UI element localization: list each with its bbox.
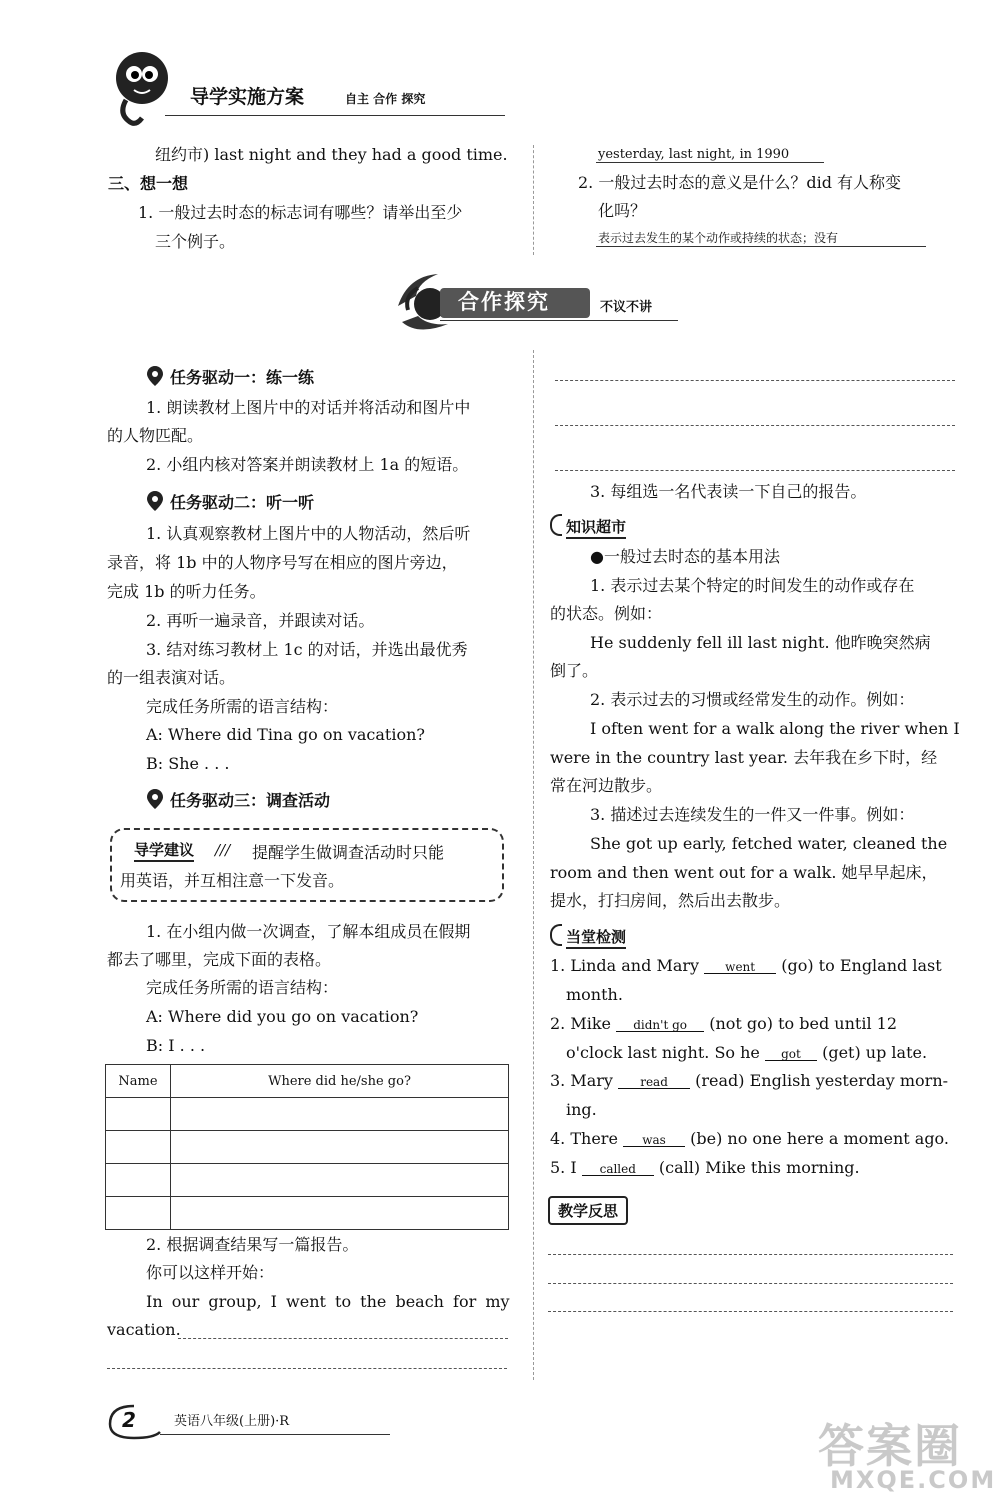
task2-title: 任务驱动二：听一听 <box>170 493 315 512</box>
reflection-tag: 教学反思 <box>548 1196 628 1225</box>
section-heading: 三、想一想 <box>108 174 189 193</box>
task-heading <box>146 365 314 387</box>
table-cell[interactable] <box>171 1098 509 1131</box>
tip-box <box>110 828 504 902</box>
answer-blank[interactable]: called <box>582 1163 654 1176</box>
text-line: 1. 表示过去某个特定的时间发生的动作或存在 <box>590 576 915 595</box>
text-line: He suddenly fell ill last night. 他昨晚突然病 <box>590 633 931 652</box>
text-line: 1. 朗读教材上图片中的对话并将活动和图片中 <box>146 398 471 417</box>
tip-text: 提醒学生做调查活动时只能 <box>252 843 445 862</box>
writing-line <box>555 470 955 471</box>
task1-title: 任务驱动一：练一练 <box>170 368 315 387</box>
table-cell[interactable] <box>171 1197 509 1230</box>
q-text: 3. Mary <box>550 1071 613 1090</box>
text-line: 常在河边散步。 <box>550 776 663 795</box>
watermark-site: MXQE.COM <box>830 1466 997 1494</box>
question-line: 三个例子。 <box>155 232 236 251</box>
q-text: (call) Mike this morning. <box>658 1158 860 1177</box>
text-line: In our group, I went to the beach for my <box>146 1292 510 1311</box>
exercise-q2 <box>550 1016 897 1032</box>
answer-blank[interactable]: was <box>623 1134 685 1147</box>
page-number: 2 <box>122 1408 136 1432</box>
text-line: 的人物匹配。 <box>107 426 204 445</box>
task3-title: 任务驱动三：调查活动 <box>170 791 331 810</box>
task-heading <box>146 788 330 810</box>
exercise-q1 <box>550 958 942 974</box>
location-pin-icon <box>146 490 164 512</box>
text-line: ●一般过去时态的基本用法 <box>590 547 780 566</box>
text-line: 2. 根据调查结果写一篇报告。 <box>146 1235 359 1254</box>
table-header-row <box>106 1065 509 1098</box>
answer-blank[interactable]: didn't go <box>616 1019 704 1032</box>
text-line: 2. 小组内核对答案并朗读教材上 1a 的短语。 <box>146 455 469 474</box>
q-text: ing. <box>566 1100 597 1119</box>
watermark-main: 答案圈 <box>818 1419 962 1473</box>
table-cell[interactable] <box>171 1164 509 1197</box>
column-divider-main <box>533 350 534 1380</box>
table-row <box>106 1197 509 1230</box>
answer-blank[interactable]: got <box>765 1048 817 1061</box>
q-text: (go) to England last <box>781 956 942 975</box>
text-line: 3. 每组选一名代表读一下自己的报告。 <box>590 482 867 501</box>
exercise-q3 <box>550 1073 948 1089</box>
q-text: 1. Linda and Mary <box>550 956 700 975</box>
text-line: 纽约市) last night and they had a good time. <box>155 145 508 164</box>
mascot-logo <box>106 48 176 128</box>
check-tag <box>550 924 626 946</box>
table-cell[interactable] <box>106 1197 171 1230</box>
exercise-q2b <box>566 1045 927 1061</box>
answer-blank[interactable]: went <box>704 961 776 974</box>
text-line: 1. 认真观察教材上图片中的人物活动，然后听 <box>146 524 471 543</box>
column-divider-top <box>533 145 534 255</box>
text-line: 倒了。 <box>550 661 599 680</box>
writing-line <box>548 1311 953 1312</box>
text-line: 录音，将 1b 中的人物序号写在相应的图片旁边， <box>107 553 458 572</box>
text-line: 完成 1b 的听力任务。 <box>107 582 266 601</box>
survey-table <box>105 1064 509 1230</box>
question-line: 化吗？ <box>598 201 647 220</box>
table-cell[interactable] <box>106 1098 171 1131</box>
bookmark-icon <box>550 514 562 536</box>
location-pin-icon <box>146 365 164 387</box>
q-text: (get) up late. <box>822 1043 928 1062</box>
text-line: 1. 在小组内做一次调查，了解本组成员在假期 <box>146 922 471 941</box>
text-line: She got up early, fetched water, cleaned the <box>590 834 948 853</box>
text-line: 2. 表示过去的习惯或经常发生的动作。例如： <box>590 690 915 709</box>
tip-slash-icon: /// <box>215 841 231 859</box>
banner-title: 合作探究 <box>458 290 550 314</box>
header-subtitle: 自主 合作 探究 <box>345 92 426 106</box>
handwritten-answer: 表示过去发生的某个动作或持续的状态；没有 <box>598 231 839 245</box>
q-text: 5. I <box>550 1158 577 1177</box>
book-title: 英语八年级(上册)·R <box>174 1414 290 1429</box>
text-line: room and then went out for a walk. 她早早起床， <box>550 863 938 882</box>
text-line: 你可以这样开始： <box>146 1263 275 1282</box>
text-line: 都去了哪里，完成下面的表格。 <box>107 950 332 969</box>
text-line: vacation. <box>107 1320 181 1339</box>
text-line: I often went for a walk along the river when I <box>590 719 960 738</box>
text-line: 3. 结对练习教材上 1c 的对话，并选出最优秀 <box>146 640 468 659</box>
tip-label: 导学建议 <box>134 843 194 862</box>
q-text: (not go) to bed until 12 <box>709 1014 898 1033</box>
q-text: 2. Mike <box>550 1014 612 1033</box>
tip-text: 用英语，并互相注意一下发音。 <box>120 871 345 890</box>
text-line: B: I . . . <box>146 1036 206 1055</box>
text-line: 完成任务所需的语言结构： <box>146 697 339 716</box>
check-tag-label: 当堂检测 <box>566 928 626 949</box>
writing-line <box>555 380 955 381</box>
table-row <box>106 1098 509 1131</box>
footer-rule <box>160 1434 390 1435</box>
writing-line <box>555 425 955 426</box>
writing-line <box>178 1338 508 1339</box>
table-header-cell: Name <box>106 1065 171 1098</box>
task-heading <box>146 490 314 512</box>
q-text: 4. There <box>550 1129 618 1148</box>
text-line: A: Where did Tina go on vacation? <box>146 725 425 744</box>
header-title: 导学实施方案 <box>190 86 305 108</box>
question-line: 2. 一般过去时态的意义是什么？did 有人称变 <box>578 173 902 192</box>
answer-line <box>596 246 926 247</box>
writing-line <box>548 1254 953 1255</box>
q-text: month. <box>566 985 623 1004</box>
table-row <box>106 1131 509 1164</box>
table-cell[interactable] <box>171 1131 509 1164</box>
text-line: 2. 再听一遍录音，并跟读对话。 <box>146 611 375 630</box>
text-line: A: Where did you go on vacation? <box>146 1007 419 1026</box>
text-line: B: She . . . <box>146 754 230 773</box>
text-line: 完成任务所需的语言结构： <box>146 978 339 997</box>
knowledge-tag-label: 知识超市 <box>566 518 626 539</box>
q-text: (be) no one here a moment ago. <box>690 1129 949 1148</box>
exercise-q4 <box>550 1131 949 1147</box>
banner-rule <box>440 320 678 321</box>
exercise-q5 <box>550 1160 860 1176</box>
text-line: 的一组表演对话。 <box>107 668 236 687</box>
location-pin-icon <box>146 788 164 810</box>
text-line: 提水，打扫房间，然后出去散步。 <box>550 891 791 910</box>
knowledge-tag <box>550 514 626 536</box>
handwritten-answer: yesterday, last night, in 1990 <box>598 147 790 162</box>
q-text: (read) English yesterday morn- <box>695 1071 949 1090</box>
table-row <box>106 1164 509 1197</box>
bookmark-icon <box>550 924 562 946</box>
text-line: 的状态。例如： <box>550 604 663 623</box>
answer-blank[interactable]: read <box>618 1076 690 1089</box>
answer-line <box>596 162 824 163</box>
q-text: o'clock last night. So he <box>566 1043 760 1062</box>
writing-line <box>107 1368 507 1369</box>
header-rule <box>165 115 505 116</box>
question-line: 1. 一般过去时态的标志词有哪些？请举出至少 <box>138 203 463 222</box>
table-cell[interactable] <box>106 1131 171 1164</box>
text-line: 3. 描述过去连续发生的一件又一件事。例如： <box>590 805 915 824</box>
banner-subtitle: 不议不讲 <box>600 300 653 315</box>
writing-line <box>548 1283 953 1284</box>
table-header-cell: Where did he/she go? <box>171 1065 509 1098</box>
text-line: were in the country last year. 去年我在乡下时，经 <box>550 748 938 767</box>
table-cell[interactable] <box>106 1164 171 1197</box>
